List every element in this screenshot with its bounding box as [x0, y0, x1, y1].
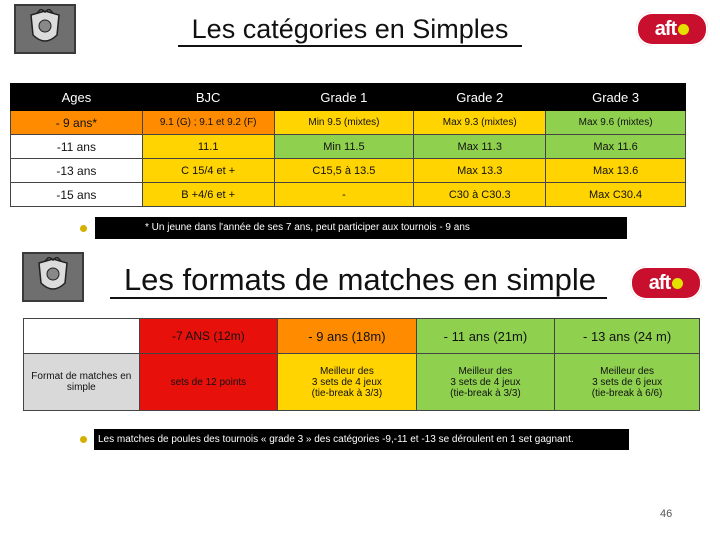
- grade1-cell: Min 9.5 (mixtes): [274, 111, 414, 135]
- header-9-ans: - 9 ans (18m): [278, 319, 417, 354]
- grade3-cell: Max C30.4: [546, 183, 686, 207]
- bullet-icon: [80, 225, 87, 232]
- format-cell-13-ans: [555, 354, 700, 411]
- crest-logo-icon: [14, 4, 76, 54]
- header-7-ans: -7 ANS (12m): [139, 319, 278, 354]
- header-grade-1: Grade 1: [274, 84, 414, 111]
- format-cell-9-ans: [278, 354, 417, 411]
- corner-cell: [24, 319, 140, 354]
- grade3-cell: Max 9.6 (mixtes): [546, 111, 686, 135]
- table-row: [11, 159, 686, 183]
- grade1-cell: -: [274, 183, 414, 207]
- title-underline: [110, 297, 607, 299]
- row-label-text: Format de matches en simple: [31, 371, 132, 393]
- crest-logo-icon: [22, 252, 84, 302]
- format-line: (tie-break à 6/6): [591, 387, 663, 399]
- age-cell: -11 ans: [11, 135, 143, 159]
- format-line: (tie-break à 3/3): [311, 387, 383, 399]
- header-grade-2: Grade 2: [414, 84, 546, 111]
- header-grade-3: Grade 3: [546, 84, 686, 111]
- footnote-formats: Les matches de poules des tournois « grade 3 » des catégories -9,-11 et -13 se déroulent en 1 set gagnant.: [94, 429, 629, 450]
- slide-title-formats: Les formats de matches en simple: [123, 262, 597, 297]
- categories-table: [10, 83, 686, 207]
- format-line: sets de 12 points: [170, 376, 247, 388]
- grade2-cell: Max 13.3: [414, 159, 546, 183]
- grade3-cell: Max 11.6: [546, 135, 686, 159]
- formats-table: [23, 318, 700, 411]
- bjc-cell: 9.1 (G) ; 9.1 et 9.2 (F): [142, 111, 274, 135]
- table-row: [11, 183, 686, 207]
- age-cell: - 9 ans*: [11, 111, 143, 135]
- title-underline: [178, 45, 522, 47]
- grade2-cell: C30 à C30.3: [414, 183, 546, 207]
- grade1-cell: Min 11.5: [274, 135, 414, 159]
- page-number: 46: [660, 508, 673, 520]
- grade3-cell: Max 13.6: [546, 159, 686, 183]
- slide-title-categories: Les catégories en Simples: [191, 14, 509, 44]
- format-line: 3 sets de 6 jeux: [592, 376, 663, 388]
- grade2-cell: Max 11.3: [414, 135, 546, 159]
- aft-logo-text: aft: [648, 271, 671, 294]
- aft-logo-icon: [636, 12, 708, 46]
- grade1-cell: C15,5 à 13.5: [274, 159, 414, 183]
- footnote-categories: * Un jeune dans l'année de ses 7 ans, peut participer aux tournois - 9 ans: [95, 217, 627, 239]
- table-header-row: [11, 84, 686, 111]
- row-label-format: [24, 354, 140, 411]
- table-row: [11, 111, 686, 135]
- aft-logo-icon: [630, 266, 702, 300]
- aft-logo-text: aft: [654, 17, 677, 40]
- age-cell: -15 ans: [11, 183, 143, 207]
- grade2-cell: Max 9.3 (mixtes): [414, 111, 546, 135]
- header-11-ans: - 11 ans (21m): [416, 319, 555, 354]
- format-line: Meilleur des: [600, 365, 655, 377]
- bjc-cell: C 15/4 et +: [142, 159, 274, 183]
- bjc-cell: 11.1: [142, 135, 274, 159]
- format-line: Meilleur des: [319, 365, 374, 377]
- format-line: Meilleur des: [458, 365, 513, 377]
- age-cell: -13 ans: [11, 159, 143, 183]
- format-line: 3 sets de 4 jeux: [450, 376, 521, 388]
- formats-row: [24, 354, 700, 411]
- bullet-icon: [80, 436, 87, 443]
- header-bjc: BJC: [142, 84, 274, 111]
- format-line: 3 sets de 4 jeux: [311, 376, 382, 388]
- format-line: (tie-break à 3/3): [450, 387, 521, 399]
- format-cell-7-ans: [139, 354, 278, 411]
- header-13-ans: - 13 ans (24 m): [555, 319, 700, 354]
- formats-header-row: [24, 319, 700, 354]
- header-ages: Ages: [11, 84, 143, 111]
- format-cell-11-ans: [416, 354, 555, 411]
- table-row: [11, 135, 686, 159]
- bjc-cell: B +4/6 et +: [142, 183, 274, 207]
